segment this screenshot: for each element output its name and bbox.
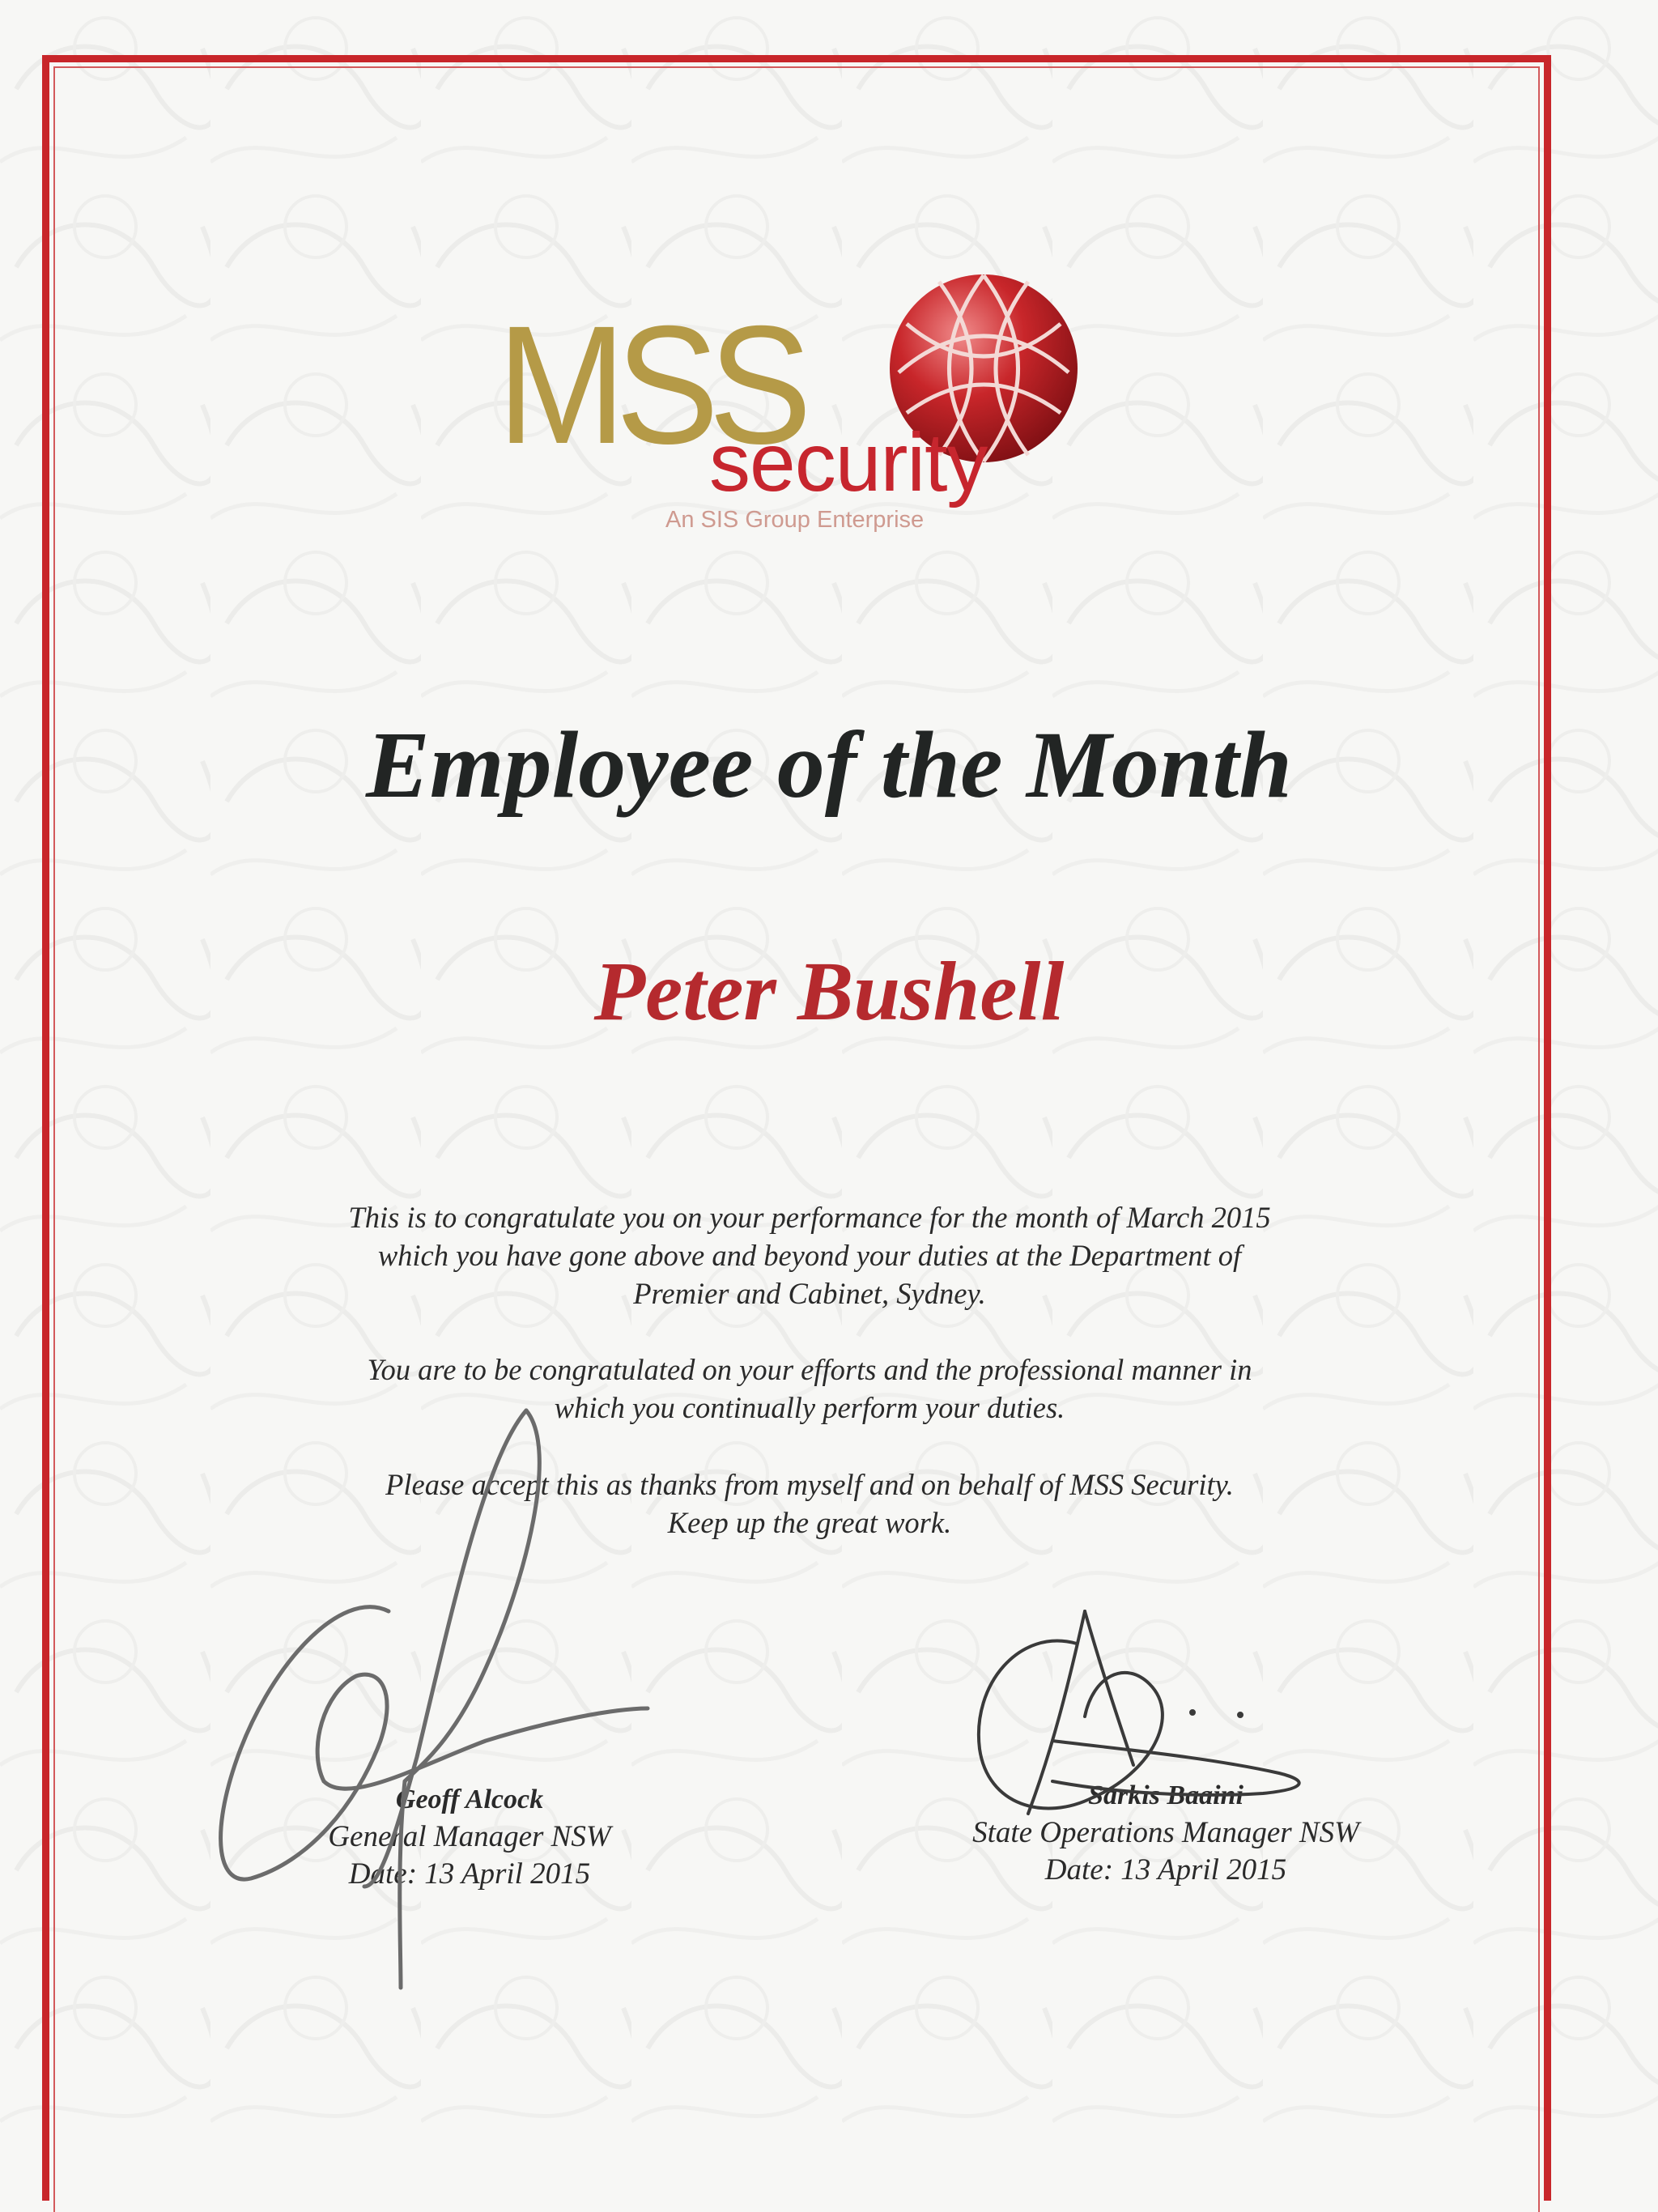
body-paragraph-1 (178, 1198, 1441, 1312)
signatory-role: State Operations Manager NSW (972, 1816, 1359, 1849)
body-line: Premier and Cabinet, Sydney. (633, 1277, 986, 1310)
body-line: which you have gone above and beyond your duties at the Department of (377, 1239, 1242, 1272)
signatory-name: Sarkis Baaini (1088, 1780, 1244, 1810)
logo-tagline: An SIS Group Enterprise (665, 507, 925, 533)
logo-security-text: security (709, 416, 988, 508)
recipient-name: Peter Bushell (593, 945, 1065, 1038)
signatory-right (907, 1777, 1425, 1889)
body-line: You are to be congratulated on your efforts and the professional manner in (367, 1353, 1252, 1386)
mss-security-logo (494, 267, 1093, 542)
certificate-title: Employee of the Month (366, 712, 1292, 818)
signatory-name: Geoff Alcock (395, 1784, 544, 1814)
signatory-date: Date: 13 April 2015 (348, 1857, 591, 1891)
body-paragraph-3 (178, 1465, 1441, 1542)
body-line: which you continually perform your duties. (554, 1391, 1065, 1424)
body-line: Please accept this as thanks from myself and on behalf of MSS Security. (385, 1468, 1234, 1501)
logo-brand-text: MSS (497, 291, 802, 479)
body-line: This is to congratulate you on your performance for the month of March 2015 (348, 1201, 1271, 1234)
signatory-role: General Manager NSW (328, 1820, 611, 1853)
body-line: Keep up the great work. (667, 1506, 952, 1539)
signatory-date: Date: 13 April 2015 (1044, 1853, 1287, 1887)
signatory-left (227, 1781, 712, 1893)
body-paragraph-2 (178, 1351, 1441, 1427)
